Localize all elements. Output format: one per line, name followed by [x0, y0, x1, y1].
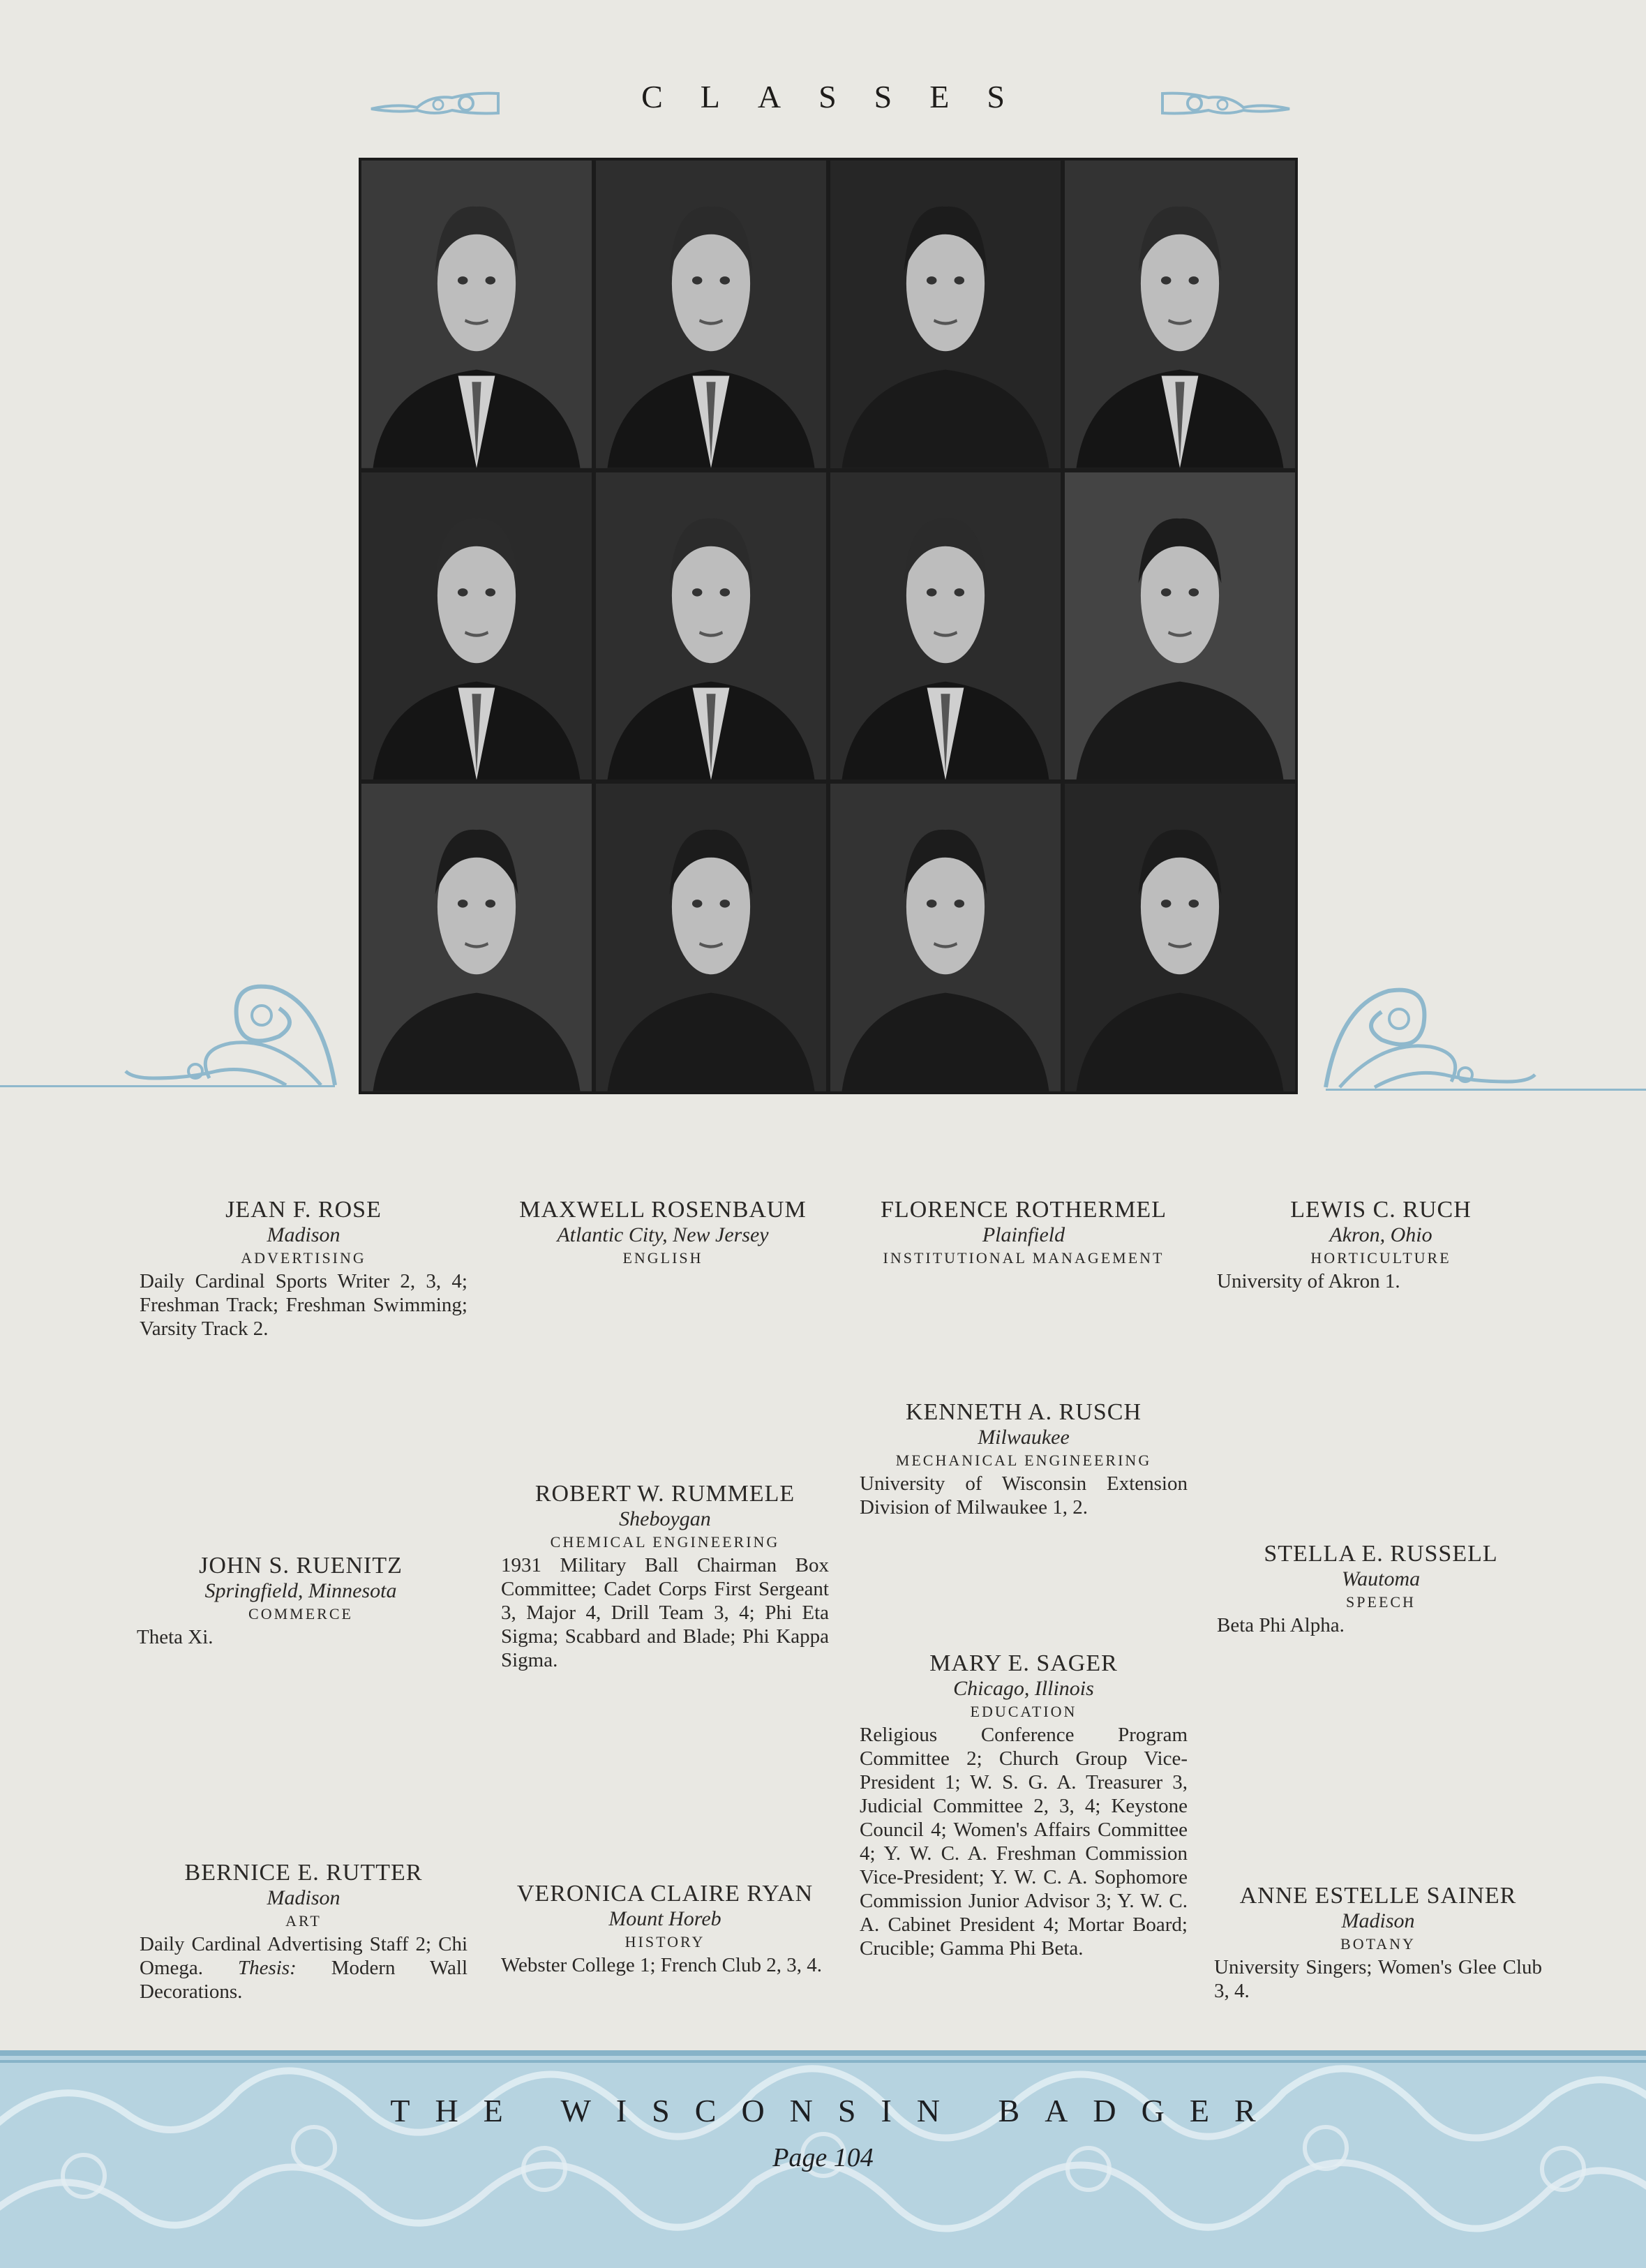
portrait-photo	[596, 784, 826, 1091]
bio-major: SPEECH	[1346, 1593, 1416, 1611]
bio-name: MAXWELL ROSENBAUM	[519, 1197, 807, 1223]
bio-hometown: Milwaukee	[978, 1426, 1070, 1449]
right-scroll-ornament	[1160, 88, 1292, 119]
bio-notes: University of Wisconsin Extension Division of Milwaukee 1, 2.	[860, 1472, 1188, 1519]
bio-notes	[140, 1932, 467, 2004]
bio-major: MECHANICAL ENGINEERING	[895, 1452, 1152, 1469]
bio-major: ENGLISH	[622, 1249, 703, 1267]
portrait-photo	[361, 161, 592, 468]
bio-hometown: Madison	[267, 1223, 341, 1246]
portrait-photo	[1065, 161, 1295, 468]
bio-major: HORTICULTURE	[1310, 1249, 1451, 1267]
bio-major: ART	[285, 1912, 322, 1930]
publication-title: THE WISCONSIN BADGER	[390, 2093, 1281, 2128]
bio-name: ANNE ESTELLE SAINER	[1239, 1883, 1517, 1909]
bio-name: ROBERT W. RUMMELE	[534, 1481, 795, 1507]
bio-major: ADVERTISING	[241, 1249, 366, 1267]
bio-name: BERNICE E. RUTTER	[184, 1860, 423, 1886]
portrait-photo	[596, 472, 826, 780]
bio-notes: Webster College 1; French Club 2, 3, 4.	[501, 1954, 822, 1976]
bio-hometown: Wautoma	[1341, 1567, 1421, 1590]
bio-anne-sainer	[1214, 1883, 1542, 2003]
portrait-grid	[359, 158, 1298, 1094]
bio-major: EDUCATION	[970, 1703, 1077, 1720]
bio-robert-rummele	[501, 1481, 829, 1672]
portrait-photo	[361, 784, 592, 1091]
bio-notes: Daily Cardinal Sports Writer 2, 3, 4; Freshman Track; Freshman Swimming; Varsity Track 2.	[140, 1270, 467, 1340]
bio-notes: Religious Conference Program Committee 2; Church Group Vice-President 1; W. S. G. A. Treasurer 3, Judicial Committee 2, 3, 4; Keystone Council 4; Women's Affairs Committee 4; Y. W. C. A. Freshman Commission Vice-President; Y. W. C. A. Sophomore Commission Junior Advisor 3; Y. W. C. A. Cabinet President 4; Mortar Board; Crucible; Gamma Phi Beta.	[860, 1724, 1188, 1960]
bio-john-ruenitz	[137, 1553, 465, 1649]
bio-florence-rothermel	[860, 1197, 1188, 1269]
left-scroll-ornament	[368, 88, 501, 119]
bio-major: COMMERCE	[248, 1605, 353, 1622]
bio-notes: 1931 Military Ball Chairman Box Committee; Cadet Corps First Sergeant 3, Major 4, Drill Team 3, 4; Phi Eta Sigma; Scabbard and Blade; Phi Kappa Sigma.	[501, 1554, 829, 1671]
portrait-photo	[830, 472, 1061, 780]
bio-notes: Beta Phi Alpha.	[1217, 1614, 1345, 1636]
bio-hometown: Atlantic City, New Jersey	[557, 1223, 769, 1246]
bio-name: KENNETH A. RUSCH	[905, 1399, 1142, 1425]
thesis-label: Thesis:	[237, 1957, 297, 1979]
bio-kenneth-rusch	[860, 1399, 1188, 1519]
footer-rule-upper	[0, 2050, 1646, 2056]
right-acanthus-ornament	[1319, 977, 1549, 1092]
bio-name: JEAN F. ROSE	[225, 1197, 382, 1223]
bio-major: BOTANY	[1340, 1935, 1416, 1953]
left-ornament-rule	[0, 1085, 335, 1087]
bio-notes-text: Daily Cardinal Advertising Staff 2; Chi Omega.	[140, 1933, 467, 1979]
footer-rule-lower	[0, 2060, 1646, 2063]
page-number: Page 104	[772, 2143, 874, 2172]
portrait-photo	[361, 472, 592, 780]
thesis-title: Modern Wall Decorations.	[140, 1957, 468, 2003]
bio-hometown: Mount Horeb	[608, 1907, 721, 1930]
bio-hometown: Madison	[1341, 1909, 1415, 1932]
portrait-photo	[830, 784, 1061, 1091]
bio-notes: University Singers; Women's Glee Club 3, 4.	[1214, 1956, 1542, 2002]
bio-hometown: Akron, Ohio	[1329, 1223, 1432, 1246]
bio-major: INSTITUTIONAL MANAGEMENT	[883, 1249, 1165, 1267]
bio-maxwell-rosenbaum	[495, 1197, 830, 1269]
bio-lewis-ruch	[1217, 1197, 1545, 1293]
bio-name: FLORENCE ROTHERMEL	[881, 1197, 1167, 1223]
left-acanthus-ornament	[112, 973, 342, 1092]
bio-stella-russell	[1217, 1541, 1545, 1637]
bio-mary-sager	[860, 1650, 1188, 1960]
bio-hometown: Plainfield	[982, 1223, 1065, 1246]
bio-notes: Theta Xi.	[137, 1626, 214, 1648]
portrait-photo	[1065, 784, 1295, 1091]
section-title: CLASSES	[641, 79, 1042, 114]
bio-name: MARY E. SAGER	[929, 1650, 1118, 1676]
bio-hometown: Chicago, Illinois	[953, 1677, 1094, 1700]
bio-major: HISTORY	[624, 1933, 705, 1950]
bio-jean-rose	[140, 1197, 467, 1341]
bio-veronica-ryan	[501, 1881, 829, 1977]
bio-name: VERONICA CLAIRE RYAN	[516, 1881, 814, 1907]
bio-notes: University of Akron 1.	[1217, 1270, 1400, 1292]
bio-bernice-rutter	[140, 1860, 467, 2004]
bio-major: CHEMICAL ENGINEERING	[550, 1533, 780, 1551]
bio-hometown: Madison	[267, 1886, 341, 1909]
portrait-photo	[596, 161, 826, 468]
bio-hometown: Springfield, Minnesota	[204, 1579, 397, 1602]
portrait-photo	[830, 161, 1061, 468]
portrait-photo	[1065, 472, 1295, 780]
bio-name: JOHN S. RUENITZ	[199, 1553, 403, 1579]
bio-name: LEWIS C. RUCH	[1290, 1197, 1472, 1223]
right-ornament-rule	[1326, 1089, 1646, 1091]
bio-name: STELLA E. RUSSELL	[1264, 1541, 1498, 1567]
bio-hometown: Sheboygan	[619, 1507, 711, 1530]
